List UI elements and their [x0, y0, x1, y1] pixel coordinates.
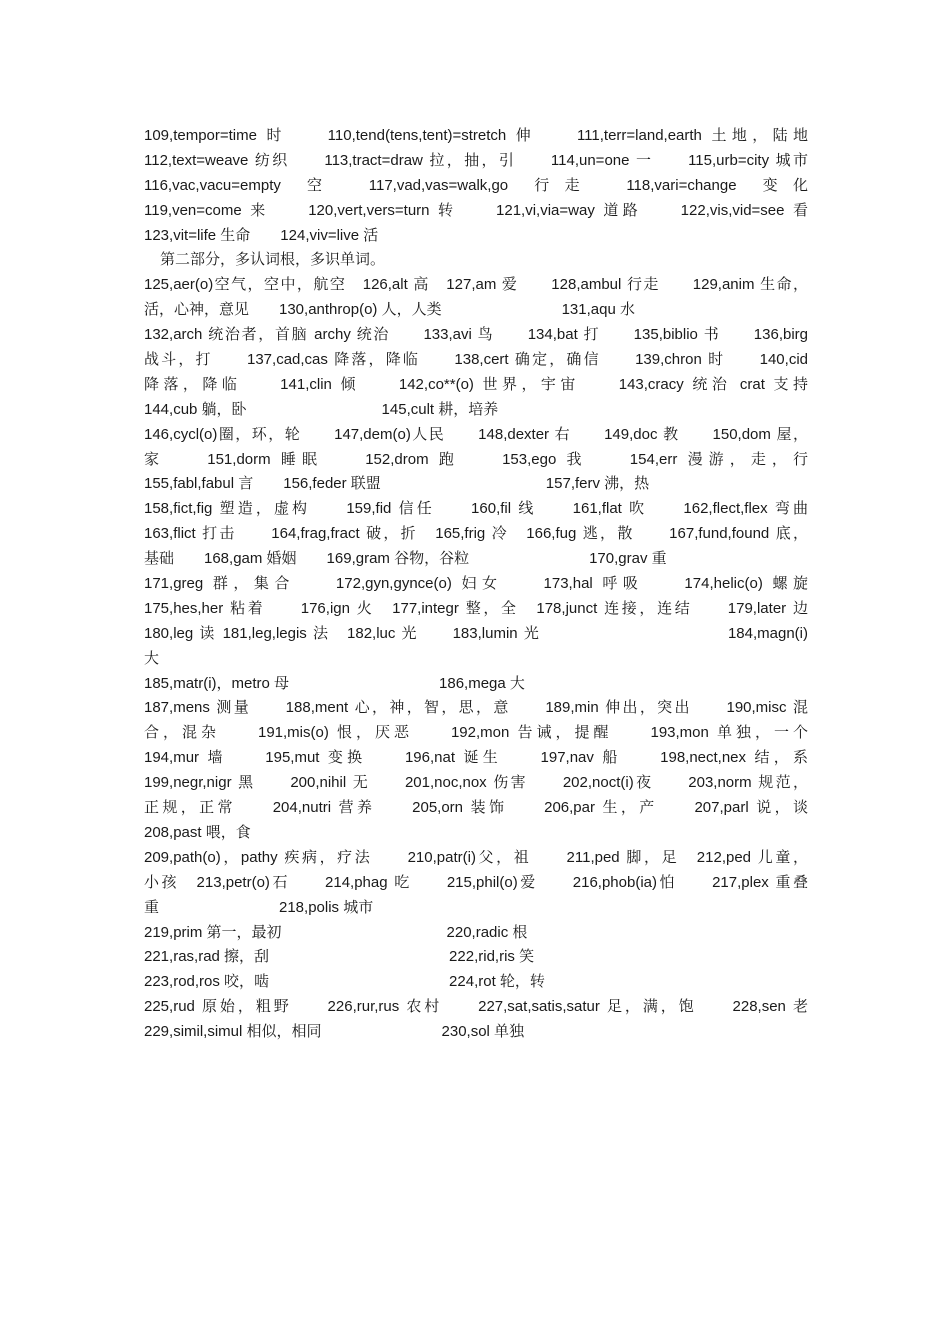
- text-line: 199,negr,nigr 黑 200,nihil 无 201,noc,nox 伤害 202,noct(i)夜 203,norm 规范，: [144, 774, 808, 792]
- text-line: 223,rod,ros 咬，啮 224,rot 轮，转: [144, 973, 545, 991]
- text-line: 171,greg 群，集合 172,gyn,gynce(o) 妇女 173,hal 呼吸 174,helic(o) 螺旋: [144, 575, 808, 593]
- text-line: 225,rud 原始，粗野 226,rur,rus 农村 227,sat,satis,satur 足，满，饱 228,sen 老: [144, 998, 808, 1016]
- text-line: 降落，降临 141,clin 倾 142,co**(o) 世界，宇宙 143,cracy 统治 crat 支持: [144, 375, 808, 393]
- text-line: 208,past 喂，食: [144, 823, 251, 841]
- text-line: 158,fict,fig 塑造，虚构 159,fid 信任 160,fil 线 161,flat 吹 162,flect,flex 弯曲: [144, 500, 808, 518]
- text-line: 163,flict 打击 164,frag,fract 破，折 165,frig 冷 166,fug 逃，散 167,fund,found 底，: [144, 525, 808, 543]
- text-line: 194,mur 墙 195,mut 变换 196,nat 诞生 197,nav 船 198,nect,nex 结，系: [144, 749, 808, 767]
- text-line: 119,ven=come 来 120,vert,vers=turn 转 121,vi,via=way 道路 122,vis,vid=see 看: [144, 201, 808, 219]
- text-line: 221,ras,rad 擦，刮 222,rid,ris 笑: [144, 948, 535, 966]
- text-line: 187,mens 测量 188,ment 心，神，智，思，意 189,min 伸出，突出 190,misc 混: [144, 699, 808, 717]
- text-line: 175,hes,her 粘着 176,ign 火 177,integr 整，全 178,junct 连接，连结 179,later 边: [144, 599, 808, 617]
- text-line: 重 218,polis 城市: [144, 898, 374, 916]
- text-line: 家 151,dorm 睡眠 152,drom 跑 153,ego 我 154,err 漫游，走，行: [144, 450, 808, 468]
- text-line: 132,arch 统治者，首脑 archy 统治 133,avi 鸟 134,bat 打 135,biblio 书 136,birg: [144, 326, 808, 344]
- text-line: 大: [144, 649, 160, 667]
- text-line: 正规，正常 204,nutri 营养 205,orn 装饰 206,par 生，产 207,parl 说，谈: [144, 799, 808, 817]
- text-line: 144,cub 躺，卧 145,cult 耕，培养: [144, 400, 499, 418]
- text-line: 112,text=weave 纺织 113,tract=draw 拉，抽，引 114,un=one 一 115,urb=city 城市: [144, 151, 808, 169]
- text-line: 229,simil,simul 相似，相同 230,sol 单独: [144, 1023, 525, 1041]
- text-line: 116,vac,vacu=empty 空 117,vad,vas=walk,go 行 走 118,vari=change 变 化: [144, 176, 808, 194]
- text-line: 合，混杂 191,mis(o) 恨，厌恶 192,mon 告诫，提醒 193,mon 单独，一个: [144, 724, 808, 742]
- text-line: 219,prim 第一，最初 220,radic 根: [144, 923, 528, 941]
- text-line: 战斗，打 137,cad,cas 降落，降临 138,cert 确定，确信 139,chron 时 140,cid: [144, 351, 808, 369]
- document-body: [144, 124, 808, 1045]
- text-line: 180,leg 读 181,leg,legis 法 182,luc 光 183,lumin 光 184,magn(i): [144, 624, 808, 642]
- text-line: 基础 168,gam 婚姻 169,gram 谷物，谷粒 170,grav 重: [144, 550, 667, 568]
- text-line: 小孩 213,petr(o)石 214,phag 吃 215,phil(o)爱 216,phob(ia)怕 217,plex 重叠: [144, 873, 808, 891]
- text-line: 185,matr(i)，metro 母 186,mega 大: [144, 674, 525, 692]
- text-line: 123,vit=life 生命 124,viv=live 活: [144, 226, 379, 244]
- text-line: 209,path(o)，pathy 疾病，疗法 210,patr(i)父，祖 211,ped 脚，足 212,ped 儿童，: [144, 848, 808, 866]
- text-line: 155,fabl,fabul 言 156,feder 联盟 157,ferv 沸，热: [144, 475, 650, 493]
- text-line: 109,tempor=time 时 110,tend(tens,tent)=stretch 伸 111,terr=land,earth 土地，陆地: [144, 127, 808, 144]
- text-line: 125,aer(o)空气，空中，航空 126,alt 高 127,am 爱 128,ambul 行走 129,anim 生命，: [144, 276, 808, 294]
- text-line: 活，心神，意见 130,anthrop(o) 人，人类 131,aqu 水: [144, 301, 635, 319]
- text-line: 第二部分，多认词根，多识单词。: [160, 251, 386, 269]
- text-line: 146,cycl(o)圈，环，轮 147,dem(o)人民 148,dexter 右 149,doc 教 150,dom 屋，: [144, 425, 808, 443]
